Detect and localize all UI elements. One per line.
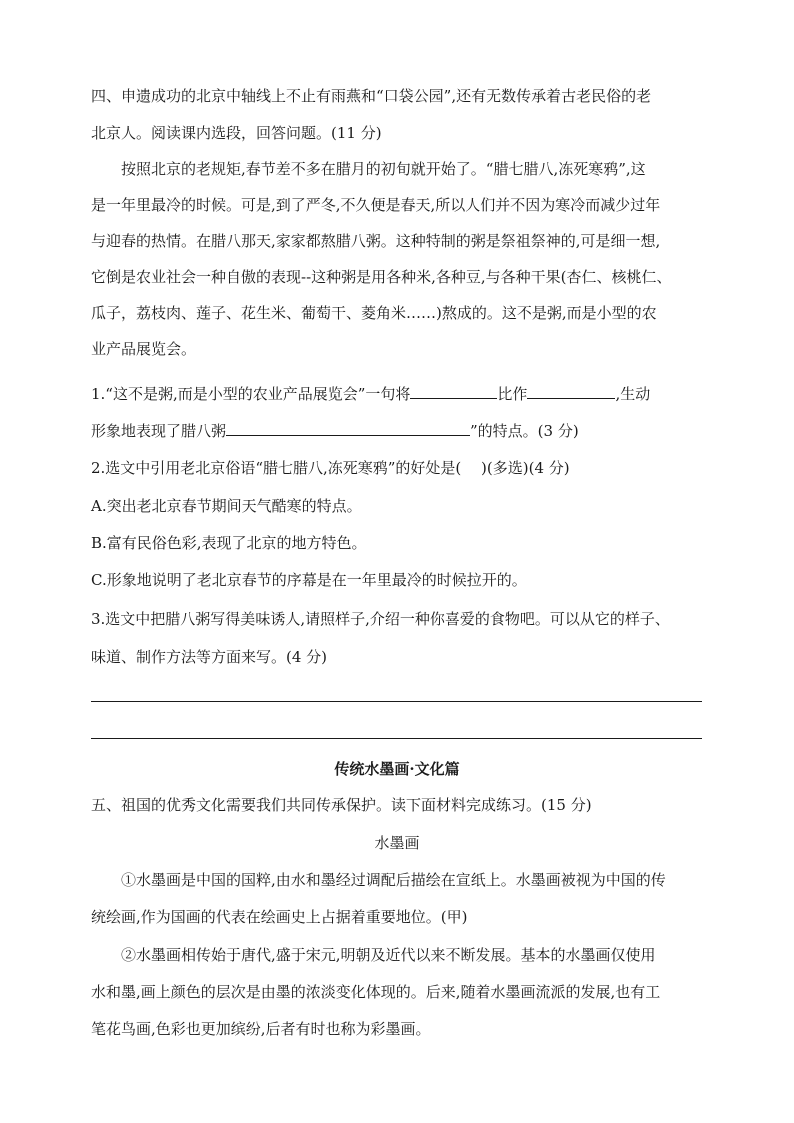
question-3-line1: 3.选文中把腊八粥写得美味诱人,请照样子,介绍一种你喜爱的食物吧。可以从它的样子、: [91, 610, 670, 628]
question-2-option-b: B.富有民俗色彩,表现了北京的地方特色。: [91, 534, 367, 552]
article-paragraph-line: 笔花鸟画,色彩也更加缤纷,后者有时也称为彩墨画。: [91, 1020, 431, 1038]
article-title: 水墨画: [374, 834, 420, 852]
answer-line-1[interactable]: [91, 701, 702, 702]
article-paragraph-line: 统绘画,作为国画的代表在绘画史上占据着重要地位。(甲): [91, 908, 468, 926]
question-1-text-a: 1.“这不是粥,而是小型的农业产品展览会”一句将: [91, 385, 411, 403]
question-2-option-a: A.突出老北京春节期间天气酷寒的特点。: [91, 497, 362, 515]
article-paragraph-line: ②水墨画相传始于唐代,盛于宋元,明朝及近代以来不断发展。基本的水墨画仅使用: [121, 946, 656, 964]
passage-line: 按照北京的老规矩,春节差不多在腊月的初旬就开始了。“腊七腊八,冻死寒鸦”,这: [121, 160, 646, 178]
passage-line: 与迎春的热情。在腊八那天,家家都熬腊八粥。这种特制的粥是祭祖祭神的,可是细一想,: [91, 232, 661, 250]
question-2-text: 2.选文中引用老北京俗语“腊七腊八,冻死寒鸦”的好处是( )(多选)(4 分): [91, 459, 570, 477]
section5-heading: 五、祖国的优秀文化需要我们共同传承保护。读下面材料完成练习。(15 分): [91, 796, 592, 814]
question-1-line2: [91, 421, 579, 441]
question-1-text-d: 形象地表现了腊八粥: [91, 422, 227, 440]
question-1-blank-3[interactable]: [226, 421, 470, 436]
question-1-line1: [91, 384, 650, 404]
question-1-text-e: ”的特点。(3 分): [470, 422, 579, 440]
passage-line: 业产品展览会。: [91, 340, 197, 358]
passage-line: 是一年里最冷的时候。可是,到了严冬,不久便是春天,所以人们并不因为寒冷而减少过年: [91, 196, 661, 214]
question-1-text-c: ,生动: [615, 385, 651, 403]
question-3-line2: 味道、制作方法等方面来写。(4 分): [91, 648, 328, 666]
question-1-blank-1[interactable]: [410, 384, 497, 399]
question-2-option-c: C.形象地说明了老北京春节的序幕是在一年里最冷的时候拉开的。: [91, 571, 527, 589]
section5-banner: 传统水墨画·文化篇: [334, 760, 460, 778]
passage-line: 瓜子，荔枝肉、莲子、花生米、葡萄干、菱角米……)熬成的。这不是粥,而是小型的农: [91, 304, 657, 322]
section4-heading-line2: 北京人。阅读课内选段，回答问题。(11 分): [91, 124, 382, 142]
section4-heading-line1: 四、申遗成功的北京中轴线上不止有雨燕和“口袋公园”,还有无数传承着古老民俗的老: [91, 87, 652, 105]
question-1-blank-2[interactable]: [527, 384, 615, 399]
answer-line-2[interactable]: [91, 738, 702, 739]
article-paragraph-line: ①水墨画是中国的国粹,由水和墨经过调配后描绘在宣纸上。水墨画被视为中国的传: [121, 871, 666, 889]
passage-line: 它倒是农业社会一种自傲的表现--这种粥是用各种米,各种豆,与各种干果(杏仁、核桃仁、: [91, 268, 672, 286]
article-paragraph-line: 水和墨,画上颜色的层次是由墨的浓淡变化体现的。后来,随着水墨画流派的发展,也有工: [91, 983, 661, 1001]
question-1-text-b: 比作: [497, 385, 528, 403]
